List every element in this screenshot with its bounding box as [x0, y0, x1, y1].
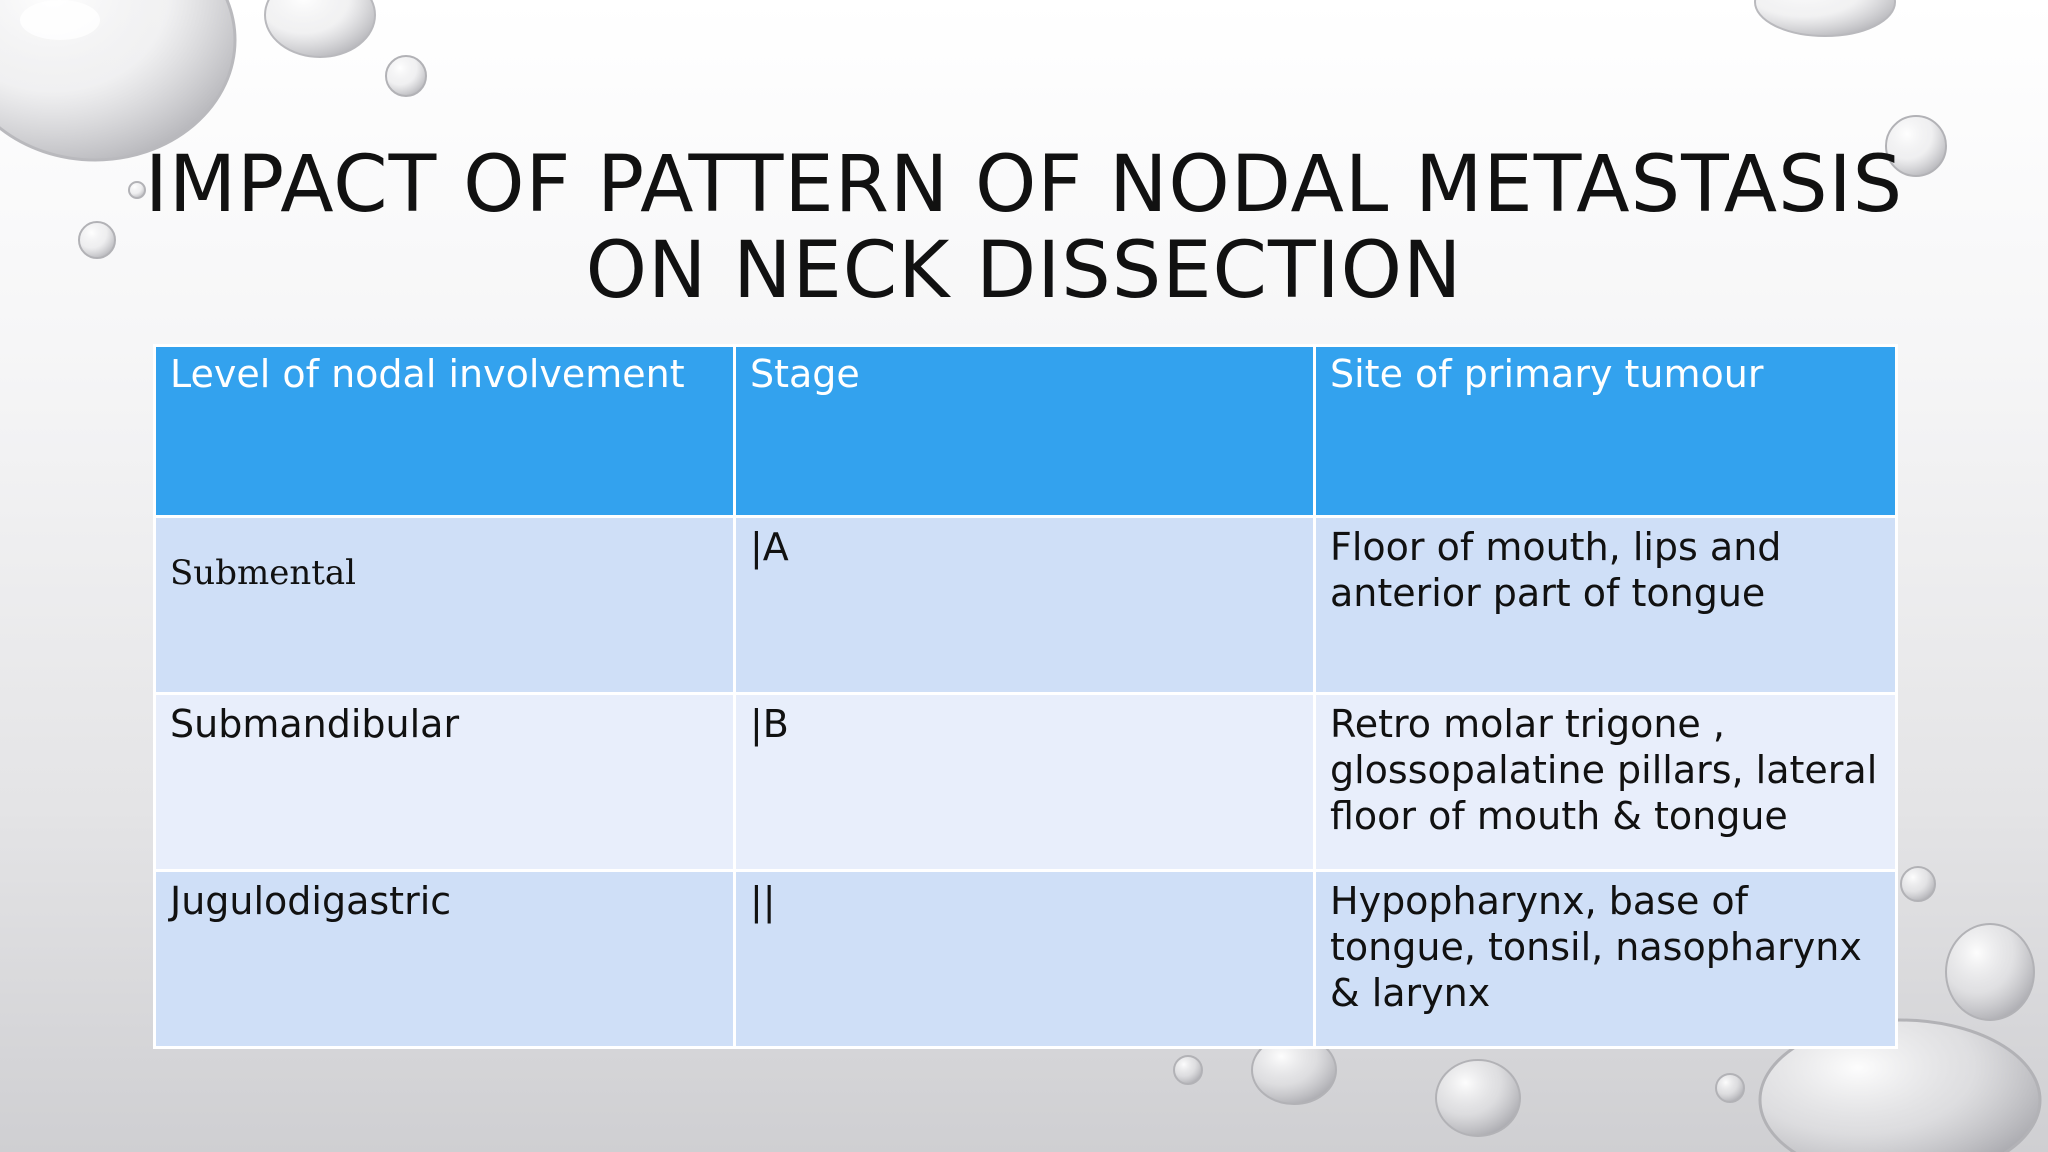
drop-bottom-center: [1436, 1060, 1520, 1136]
cell-level: Jugulodigastric: [155, 871, 735, 1048]
header-level: Level of nodal involvement: [155, 346, 735, 517]
table-header-row: [155, 346, 1897, 517]
drop-top-left-3: [386, 56, 426, 96]
drop-right-lower: [1946, 924, 2034, 1020]
drop-top-left-large: [0, 0, 235, 160]
table-row: [155, 871, 1897, 1048]
slide-title: [120, 142, 1928, 314]
cell-stage: |B: [735, 694, 1315, 871]
cell-level: [155, 517, 735, 694]
title-line-1: IMPACT OF PATTERN OF NODAL METASTASIS: [144, 140, 1904, 230]
nodal-metastasis-table: [153, 344, 1898, 1049]
drop-left-medium: [79, 222, 115, 258]
cell-stage: |A: [735, 517, 1315, 694]
drop-right-mid: [1901, 867, 1935, 901]
title-line-2: ON NECK DISSECTION: [585, 226, 1463, 316]
header-site: Site of primary tumour: [1315, 346, 1897, 517]
cell-stage: ||: [735, 871, 1315, 1048]
cell-site: Retro molar trigone , glossopalatine pillars, lateral floor of mouth & tongue: [1315, 694, 1897, 871]
drop-bottom-small: [1174, 1056, 1202, 1084]
cell-level: Submandibular: [155, 694, 735, 871]
table-row: [155, 517, 1897, 694]
cell-site: Hypopharynx, base of tongue, tonsil, nasopharynx & larynx: [1315, 871, 1897, 1048]
header-stage: Stage: [735, 346, 1315, 517]
drop-bottom-right-small: [1716, 1074, 1744, 1102]
cell-level-text: Submental: [170, 553, 357, 593]
cell-site: Floor of mouth, lips and anterior part of tongue: [1315, 517, 1897, 694]
drop-top-left-2: [265, 0, 375, 57]
table-row: [155, 694, 1897, 871]
drop-top-right: [1755, 0, 1895, 36]
